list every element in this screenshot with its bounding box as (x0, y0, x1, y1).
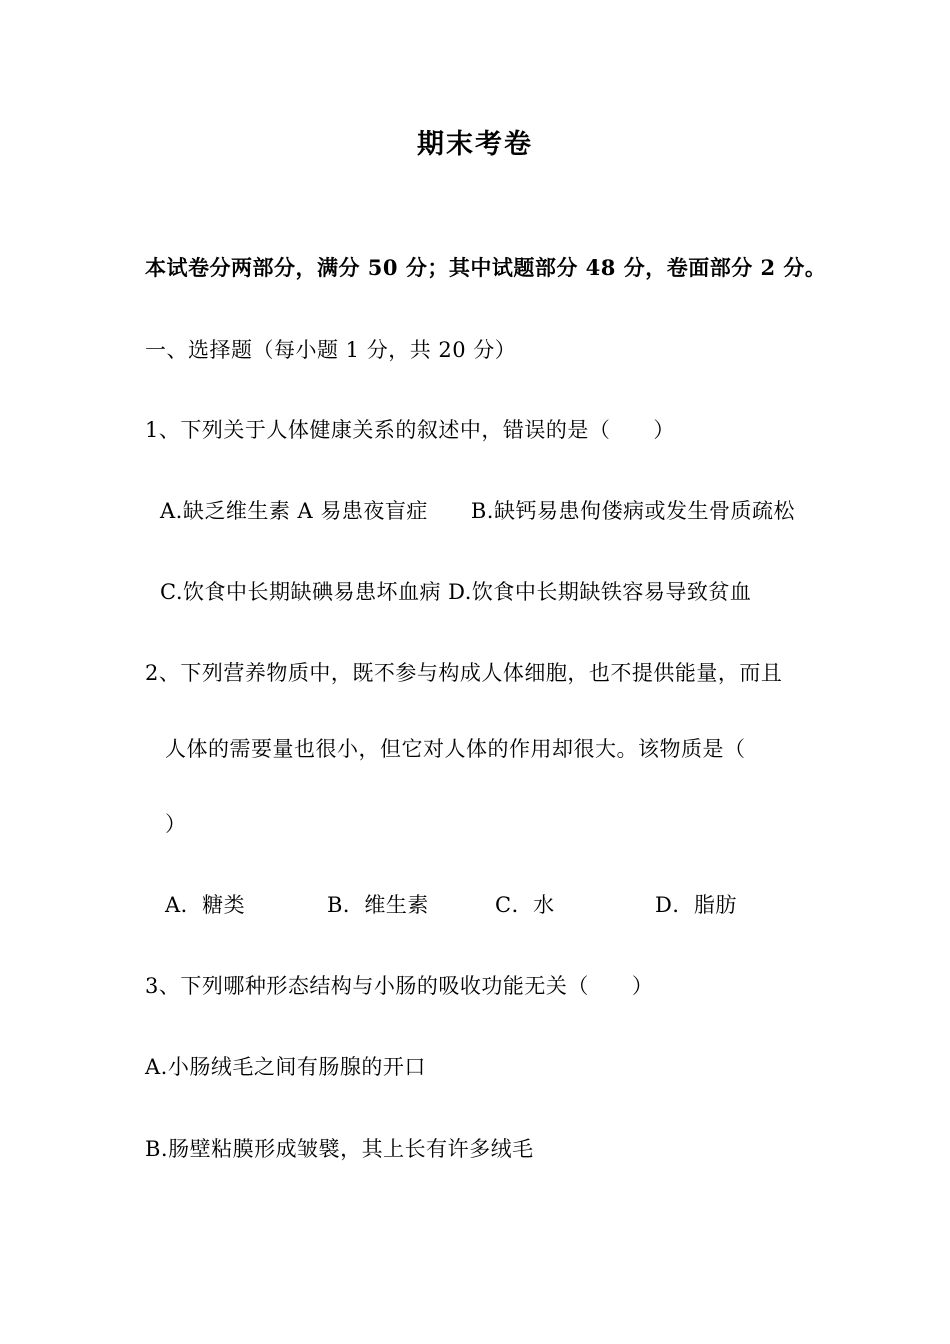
question-2-option-d: D．脂肪 (655, 893, 737, 917)
question-3-stem: 3、下列哪种形态结构与小肠的吸收功能无关（ ） (145, 974, 654, 998)
section-heading: 一、选择题（每小题 1 分，共 20 分） (145, 338, 517, 362)
question-2-stem-line-1: 2、下列营养物质中，既不参与构成人体细胞，也不提供能量，而且 (145, 661, 783, 685)
question-2-stem-line-2: 人体的需要量也很小，但它对人体的作用却很大。该物质是（ (165, 737, 746, 761)
exam-intro: 本试卷分两部分，满分 50 分；其中试题部分 48 分，卷面部分 2 分。 (145, 255, 827, 280)
question-2-stem-line-3: ） (165, 812, 187, 836)
question-1-option-ab: A.缺乏维生素 A 易患夜盲症 B.缺钙易患佝偻病或发生骨质疏松 (160, 499, 795, 523)
page-title: 期末考卷 (417, 129, 533, 160)
question-3-option-a: A.小肠绒毛之间有肠腺的开口 (145, 1055, 426, 1079)
question-1-stem: 1、下列关于人体健康关系的叙述中，错误的是（ ） (145, 418, 675, 442)
question-2-option-b: B．维生素 (327, 893, 429, 917)
question-2-option-a: A．糖类 (165, 893, 246, 917)
question-2-option-c: C．水 (495, 893, 555, 917)
question-1-option-cd: C.饮食中长期缺碘易患坏血病 D.饮食中长期缺铁容易导致贫血 (160, 580, 752, 604)
question-3-option-b: B.肠壁粘膜形成皱襞，其上长有许多绒毛 (145, 1137, 534, 1161)
